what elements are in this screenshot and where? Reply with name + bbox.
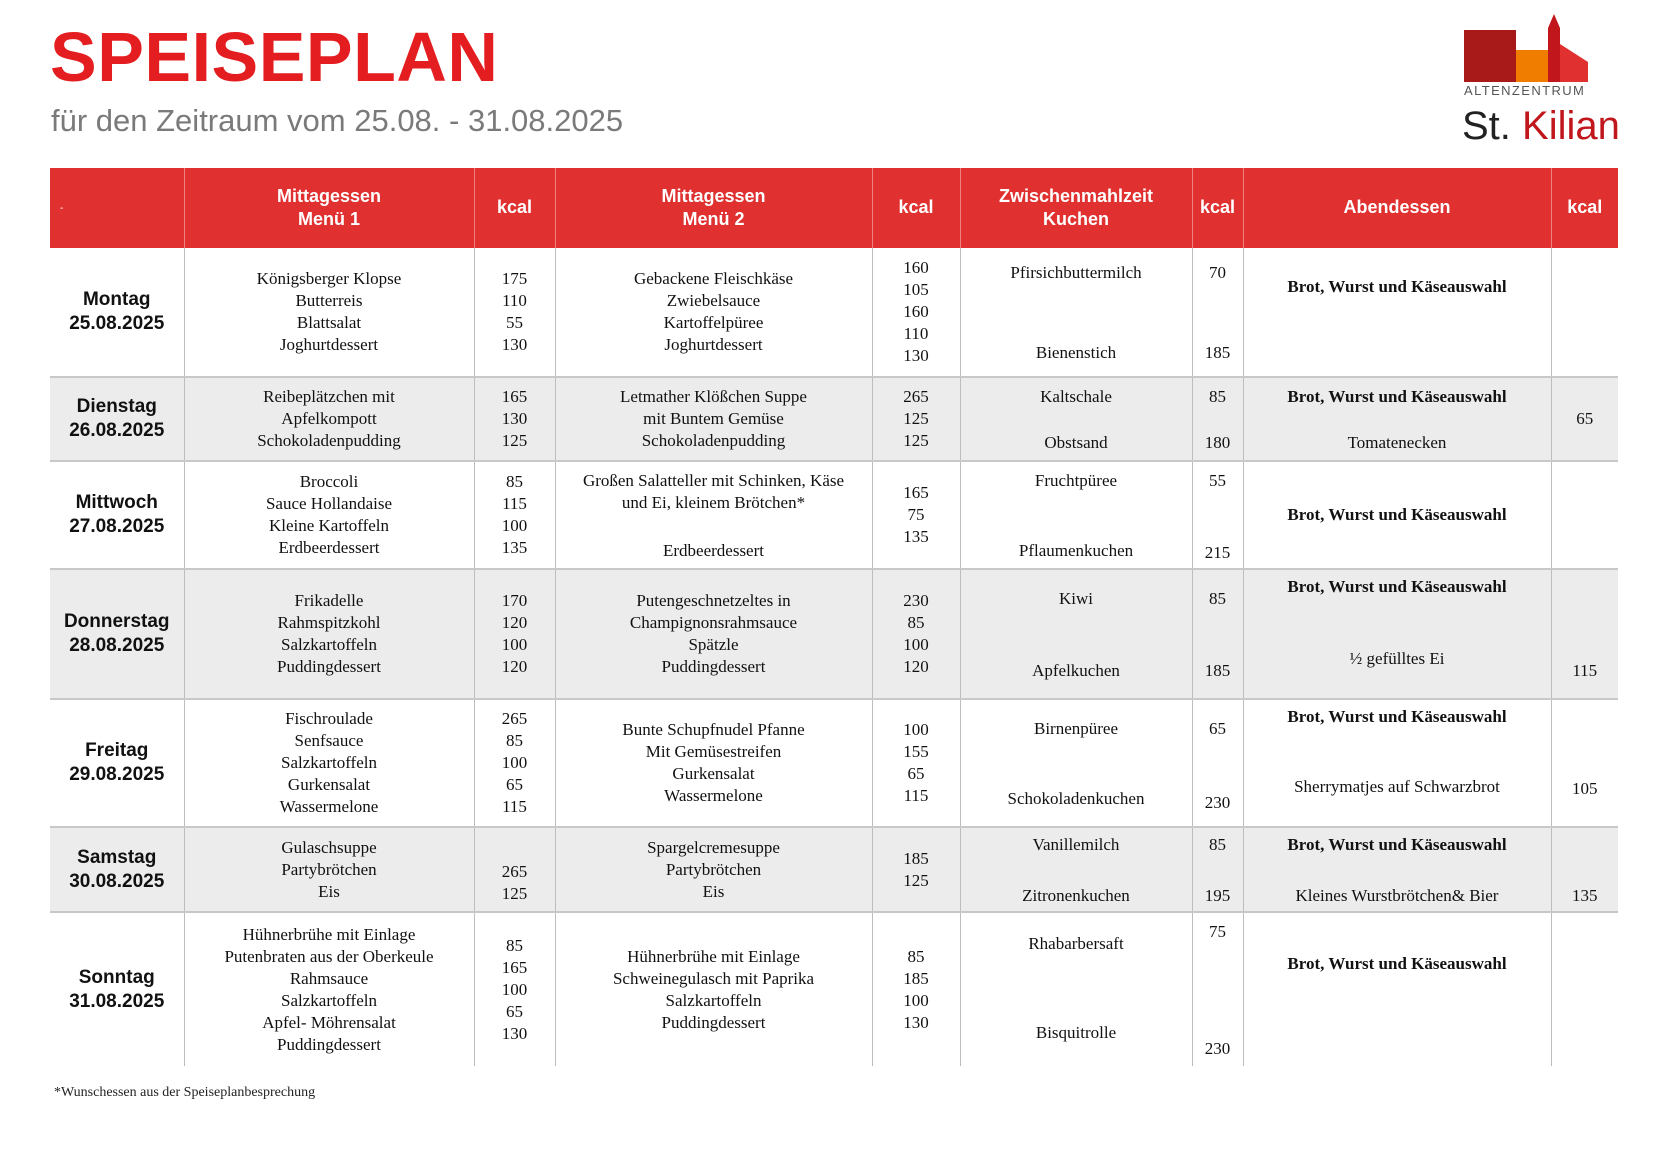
logo-name-part1: St.	[1462, 104, 1511, 148]
snack-cell: Pfirsichbuttermilch Bienenstich	[960, 248, 1192, 377]
menu-table	[50, 168, 1618, 1066]
day-row-mittwoch	[50, 461, 1618, 569]
header-kcal3: kcal	[1192, 168, 1243, 248]
kcal1-cell: 265 125	[474, 827, 555, 912]
menu1-cell: Gulaschsuppe Partybrötchen Eis	[184, 827, 474, 912]
menu2-cell: Bunte Schupfnudel Pfanne Mit Gemüsestreifen Gurkensalat Wassermelone	[555, 699, 872, 827]
kcal3-cell: 85 195	[1192, 827, 1243, 912]
logo-subtitle: ALTENZENTRUM	[1464, 83, 1586, 98]
menu2-cell: Letmather Klößchen Suppe mit Buntem Gemüse Schokoladenpudding	[555, 377, 872, 461]
logo-name	[1462, 106, 1620, 146]
kcal2-cell: 230 85 100 120	[872, 569, 960, 699]
page-title: SPEISEPLAN	[50, 18, 499, 96]
snack-cell: Kaltschale Obstsand	[960, 377, 1192, 461]
day-row-donnerstag	[50, 569, 1618, 699]
header-menu2: Mittagessen Menü 2	[555, 168, 872, 248]
kcal1-cell: 85 165 100 65 130	[474, 912, 555, 1066]
dinner-cell: Brot, Wurst und Käseauswahl	[1243, 248, 1551, 377]
kcal3-cell: 85 185	[1192, 569, 1243, 699]
snack-cell: Birnenpüree Schokoladenkuchen	[960, 699, 1192, 827]
day-label: Samstag 30.08.2025	[50, 827, 184, 912]
kcal4-cell	[1551, 461, 1618, 569]
menu2-cell: Spargelcremesuppe Partybrötchen Eis	[555, 827, 872, 912]
snack-cell: Fruchtpüree Pflaumenkuchen	[960, 461, 1192, 569]
day-label: Donnerstag 28.08.2025	[50, 569, 184, 699]
dinner-cell: Brot, Wurst und Käseauswahl	[1243, 912, 1551, 1066]
menu1-cell: Broccoli Sauce Hollandaise Kleine Kartoffeln Erdbeerdessert	[184, 461, 474, 569]
snack-cell: Kiwi Apfelkuchen	[960, 569, 1192, 699]
snack-cell: Rhabarbersaft Bisquitrolle	[960, 912, 1192, 1066]
menu1-cell: Fischroulade Senfsauce Salzkartoffeln Gurkensalat Wassermelone	[184, 699, 474, 827]
kcal4-cell: 135	[1551, 827, 1618, 912]
header-kcal1: kcal	[474, 168, 555, 248]
day-row-sonntag	[50, 912, 1618, 1066]
day-row-dienstag	[50, 377, 1618, 461]
kcal2-cell: 160 105 160 110 130	[872, 248, 960, 377]
menu2-cell: Putengeschnetzeltes in Champignonsrahmsauce Spätzle Puddingdessert	[555, 569, 872, 699]
menu1-cell: Frikadelle Rahmspitzkohl Salzkartoffeln Puddingdessert	[184, 569, 474, 699]
dinner-cell: Brot, Wurst und Käseauswahl Sherrymatjes auf Schwarzbrot	[1243, 699, 1551, 827]
menu2-cell: Hühnerbrühe mit Einlage Schweinegulasch mit Paprika Salzkartoffeln Puddingdessert	[555, 912, 872, 1066]
kcal4-cell: 105	[1551, 699, 1618, 827]
logo-name-part2: Kilian	[1522, 104, 1620, 148]
kcal1-cell: 265 85 100 65 115	[474, 699, 555, 827]
kcal2-cell: 100 155 65 115	[872, 699, 960, 827]
kcal3-cell: 85 180	[1192, 377, 1243, 461]
kcal4-cell: 115	[1551, 569, 1618, 699]
kcal3-cell: 70 185	[1192, 248, 1243, 377]
header-menu1: Mittagessen Menü 1	[184, 168, 474, 248]
kcal3-cell: 65 230	[1192, 699, 1243, 827]
header-dinner: Abendessen	[1243, 168, 1551, 248]
menu2-cell: Großen Salatteller mit Schinken, Käse und Ei, kleinem Brötchen* Erdbeerdessert	[555, 461, 872, 569]
day-label: Freitag 29.08.2025	[50, 699, 184, 827]
day-label: Mittwoch 27.08.2025	[50, 461, 184, 569]
day-label: Montag 25.08.2025	[69, 289, 165, 334]
header-snack: Zwischenmahlzeit Kuchen	[960, 168, 1192, 248]
menu1-cell: Hühnerbrühe mit Einlage Putenbraten aus der Oberkeule Rahmsauce Salzkartoffeln Apfel- Möhrensalat Puddingdessert	[184, 912, 474, 1066]
day-label: Sonntag 31.08.2025	[50, 912, 184, 1066]
footnote: *Wunschessen aus der Speiseplanbesprechung	[54, 1085, 316, 1100]
kcal1-cell: 175 110 55 130	[474, 248, 555, 377]
kcal2-cell: 85 185 100 130	[872, 912, 960, 1066]
header-row	[50, 168, 1618, 248]
day-label: Dienstag 26.08.2025	[50, 377, 184, 461]
header-kcal2: kcal	[872, 168, 960, 248]
dinner-cell: Brot, Wurst und Käseauswahl Kleines Wurstbrötchen& Bier	[1243, 827, 1551, 912]
kcal2-cell: 185 125	[872, 827, 960, 912]
corner-cell: -	[50, 168, 184, 248]
dinner-cell: Brot, Wurst und Käseauswahl ½ gefülltes Ei	[1243, 569, 1551, 699]
day-row-freitag	[50, 699, 1618, 827]
menu1-cell: Reibeplätzchen mit Apfelkompott Schokoladenpudding	[184, 377, 474, 461]
kcal4-cell	[1551, 248, 1618, 377]
kcal4-cell: 65	[1551, 377, 1618, 461]
menu2-cell: Gebackene Fleischkäse Zwiebelsauce Kartoffelpüree Joghurtdessert	[555, 248, 872, 377]
day-row-montag	[50, 248, 1618, 377]
dinner-cell: Brot, Wurst und Käseauswahl Tomatenecken	[1243, 377, 1551, 461]
kcal3-cell: 55 215	[1192, 461, 1243, 569]
header-kcal4: kcal	[1551, 168, 1618, 248]
page-subtitle: für den Zeitraum vom 25.08. - 31.08.2025	[51, 103, 624, 138]
snack-cell: Vanillemilch Zitronenkuchen	[960, 827, 1192, 912]
kcal2-cell: 265 125 125	[872, 377, 960, 461]
kcal3-cell: 75 230	[1192, 912, 1243, 1066]
kcal1-cell: 170 120 100 120	[474, 569, 555, 699]
kcal4-cell	[1551, 912, 1618, 1066]
kcal1-cell: 165 130 125	[474, 377, 555, 461]
dinner-cell: Brot, Wurst und Käseauswahl	[1243, 461, 1551, 569]
kcal1-cell: 85 115 100 135	[474, 461, 555, 569]
kcal2-cell: 165 75 135	[872, 461, 960, 569]
menu1-cell: Königsberger Klopse Butterreis Blattsalat Joghurtdessert	[184, 248, 474, 377]
day-row-samstag	[50, 827, 1618, 912]
